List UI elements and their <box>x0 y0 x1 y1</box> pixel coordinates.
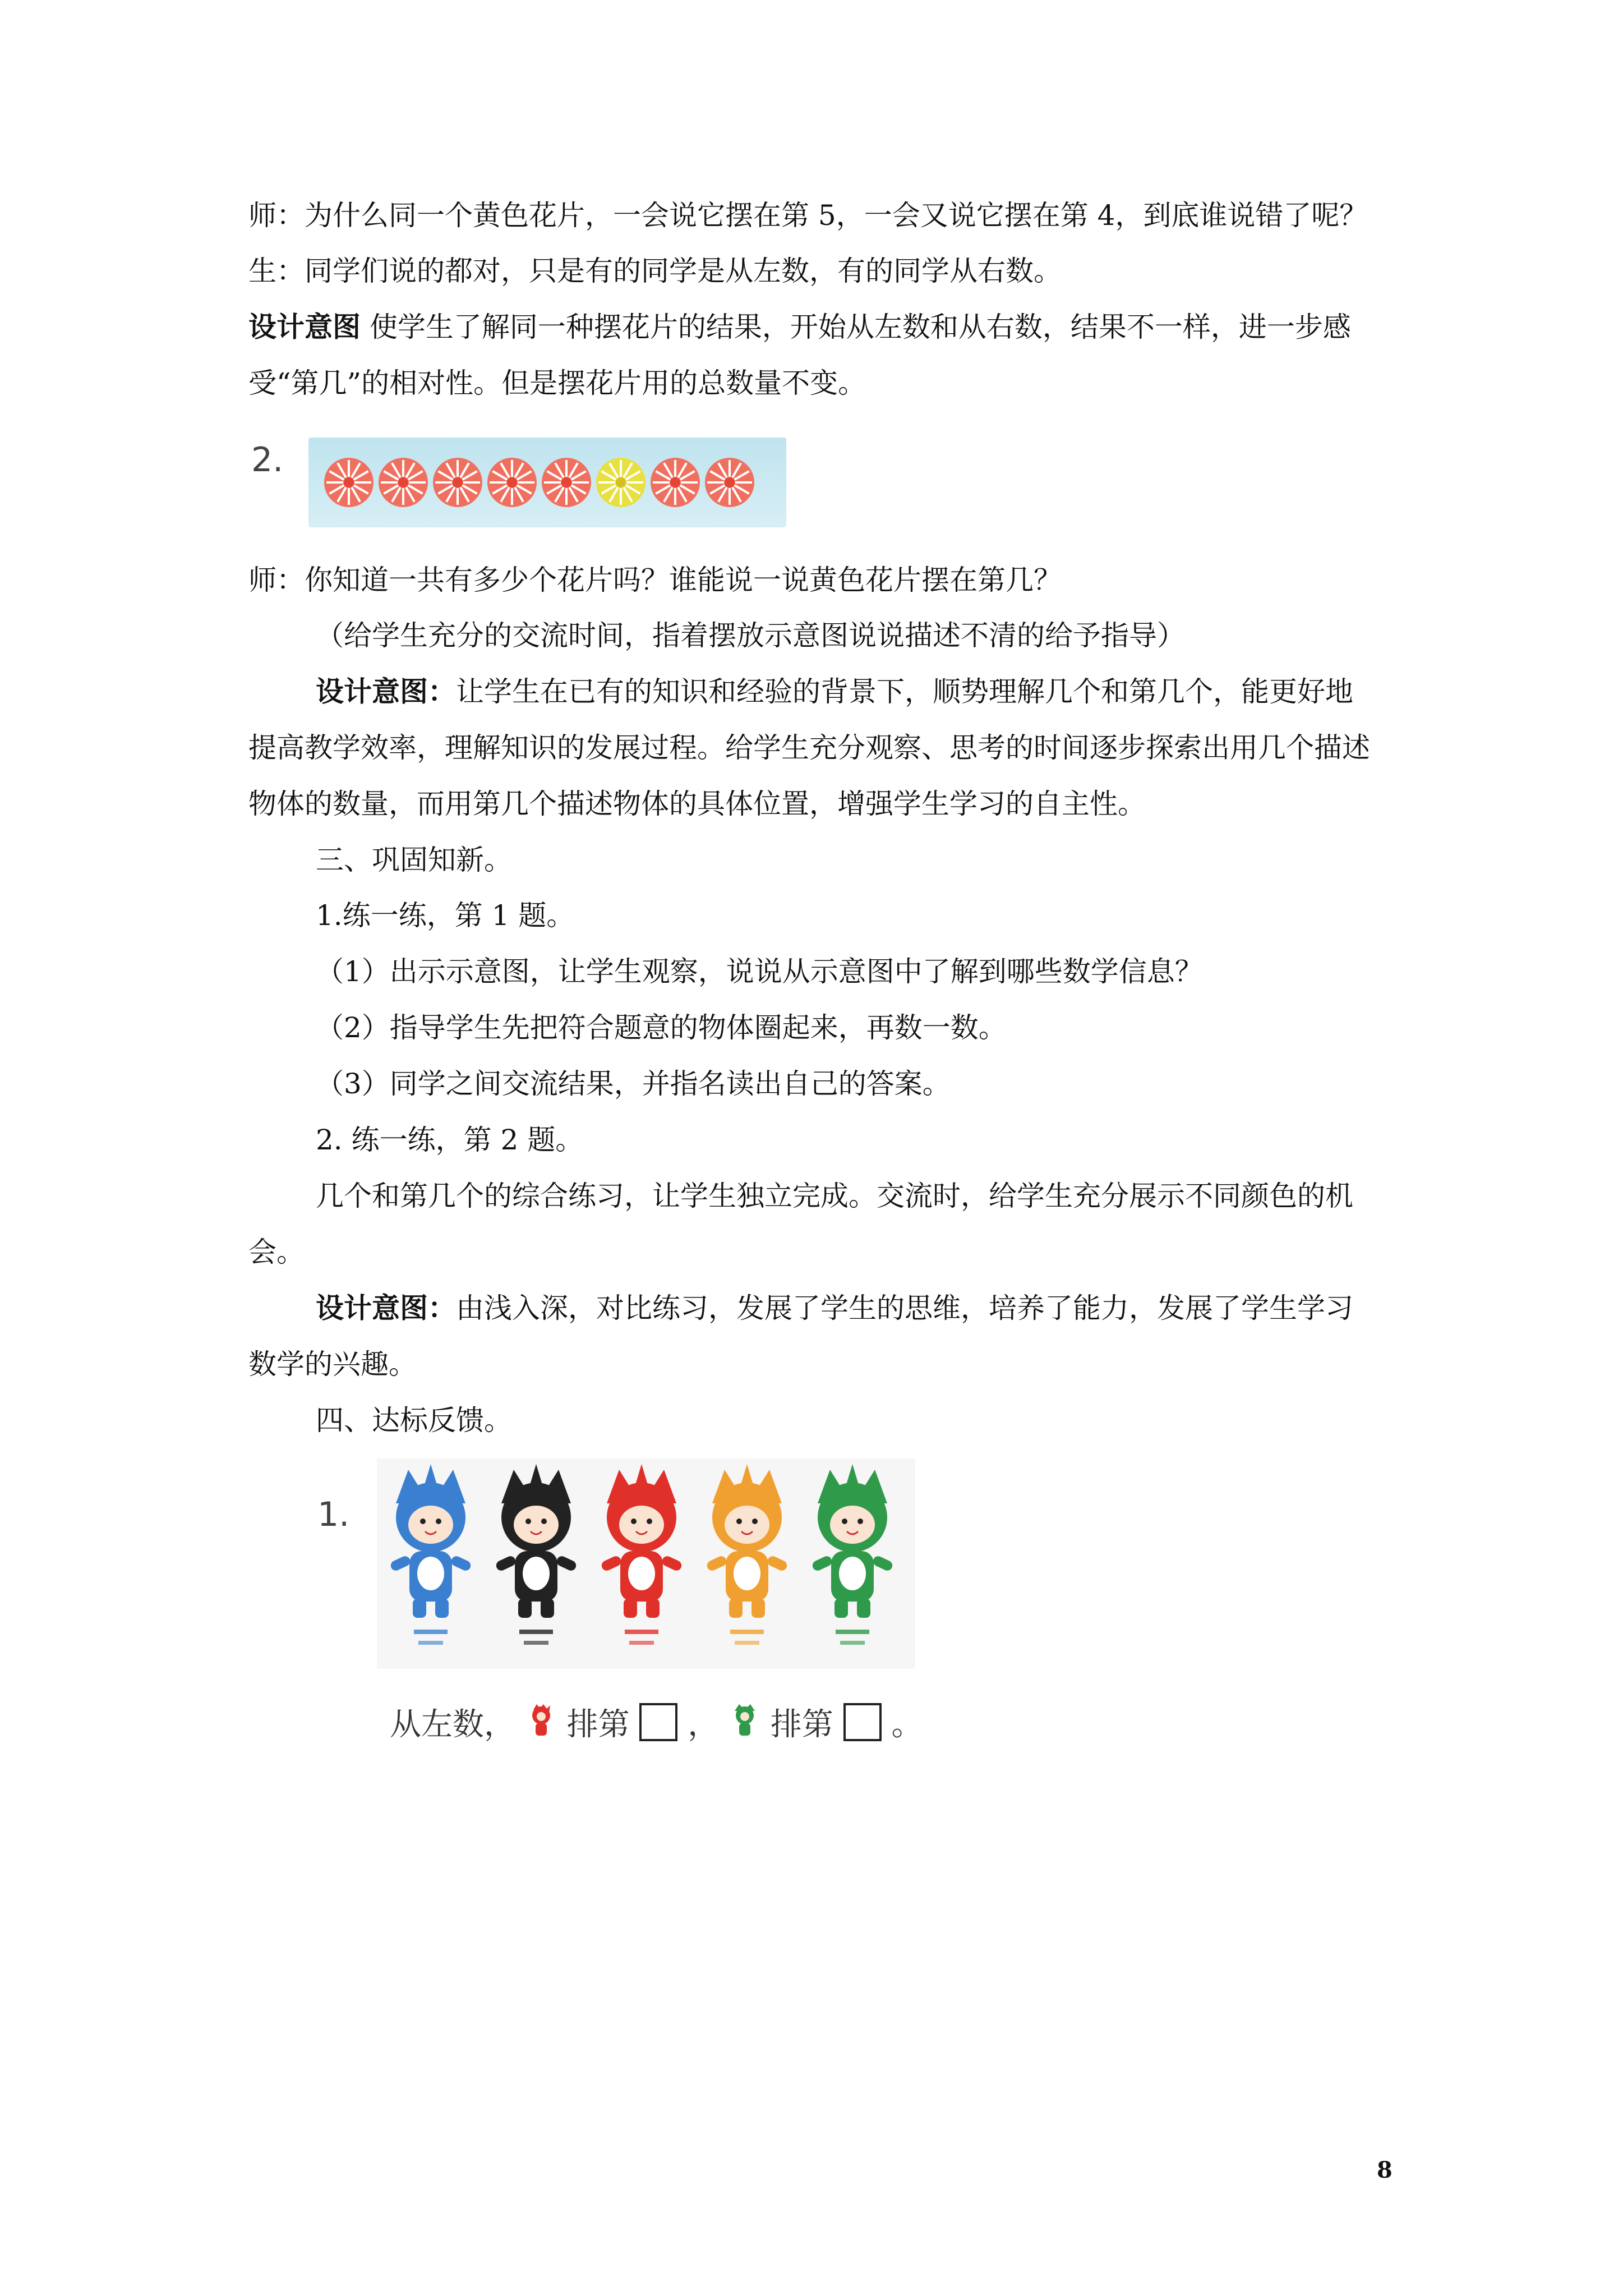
flower-chip <box>705 458 754 507</box>
answer-box-1[interactable] <box>639 1703 677 1741</box>
flower-chip <box>379 458 428 507</box>
text-line: 生：同学们说的都对，只是有的同学是从左数，有的同学从右数。 <box>248 255 1062 287</box>
page-number: 8 <box>1377 2157 1393 2183</box>
fill-in-separator: ， <box>688 1706 720 1743</box>
mascots-image <box>377 1458 915 1669</box>
text-line: 数学的兴趣。 <box>248 1348 417 1381</box>
section-heading: 三、巩固知新。 <box>316 844 512 876</box>
flower-chip <box>433 458 482 507</box>
text-line: 2. 练一练，第 2 题。 <box>316 1124 584 1156</box>
flower-chip <box>651 458 700 507</box>
section-heading: 四、达标反馈。 <box>316 1404 512 1437</box>
flower-strip <box>308 438 786 527</box>
text-line: （给学生充分的交流时间，指着摆放示意图说说描述不清的给予指导） <box>316 619 1185 652</box>
answer-box-2[interactable] <box>843 1703 882 1741</box>
mascot-nini-icon <box>729 1704 760 1740</box>
text-line: （1）出示示意图，让学生观察，说说从示意图中了解到哪些数学信息？ <box>316 955 1203 988</box>
text-line: 师：为什么同一个黄色花片，一会说它摆在第 5，一会又说它摆在第 4，到底谁说错了呢？ <box>248 199 1368 232</box>
flower-chip <box>596 458 645 507</box>
fill-in-suffix: 。 <box>891 1706 923 1743</box>
design-intent-paragraph <box>316 1291 1398 1326</box>
fill-in-text: 排第 <box>770 1706 833 1743</box>
mascot-figure <box>389 1464 472 1645</box>
text-line: 提高教学效率，理解知识的发展过程。给学生充分观察、思考的时间逐步探索出用几个描述 <box>248 731 1370 764</box>
design-intent-paragraph <box>316 674 1398 709</box>
fill-in-prefix: 从左数， <box>390 1706 515 1743</box>
flower-chip <box>542 458 591 507</box>
text-line: 会。 <box>248 1236 305 1268</box>
text-segment: 让学生在已有的知识和经验的背景下，顺势理解几个和第几个，能更好地 <box>456 675 1353 708</box>
text-segment: 使学生了解同一种摆花片的结果，开始从左数和从右数，结果不一样，进一步感 <box>361 311 1351 343</box>
design-intent-label: 设计意图： <box>316 1291 456 1324</box>
design-intent-paragraph <box>248 310 1398 344</box>
fill-in-question <box>390 1700 923 1745</box>
mascot-figure <box>495 1464 578 1645</box>
figure-number: 2. <box>251 440 284 480</box>
mascot-figure <box>706 1464 789 1645</box>
design-intent-label: 设计意图： <box>316 675 456 708</box>
text-line: 物体的数量，而用第几个描述物体的具体位置，增强学生学习的自主性。 <box>248 788 1146 820</box>
text-line: 几个和第几个的综合练习，让学生独立完成。交流时，给学生充分展示不同颜色的机 <box>316 1180 1353 1212</box>
figure-number: 1. <box>317 1495 350 1534</box>
flower-chip <box>487 458 537 507</box>
mascot-figure <box>600 1464 683 1645</box>
text-segment: 由浅入深，对比练习，发展了学生的思维，培养了能力，发展了学生学习 <box>456 1292 1353 1324</box>
text-line: 师：你知道一共有多少个花片吗？谁能说一说黄色花片摆在第几？ <box>248 564 1062 596</box>
flower-strip-image <box>308 438 786 527</box>
flower-chip <box>324 458 374 507</box>
text-line: 受“第几”的相对性。但是摆花片用的总数量不变。 <box>248 367 866 399</box>
text-line: 1.练一练，第 1 题。 <box>316 899 575 932</box>
text-line: （2）指导学生先把符合题意的物体圈起来，再数一数。 <box>316 1011 1007 1044</box>
mascot-huanhuan-icon <box>525 1704 557 1740</box>
mascot-figure <box>811 1464 894 1645</box>
fill-in-text: 排第 <box>566 1706 630 1743</box>
mascot-lineup <box>377 1458 915 1669</box>
text-line: （3）同学之间交流结果，并指名读出自己的答案。 <box>316 1068 951 1100</box>
design-intent-label: 设计意图 <box>248 310 361 343</box>
